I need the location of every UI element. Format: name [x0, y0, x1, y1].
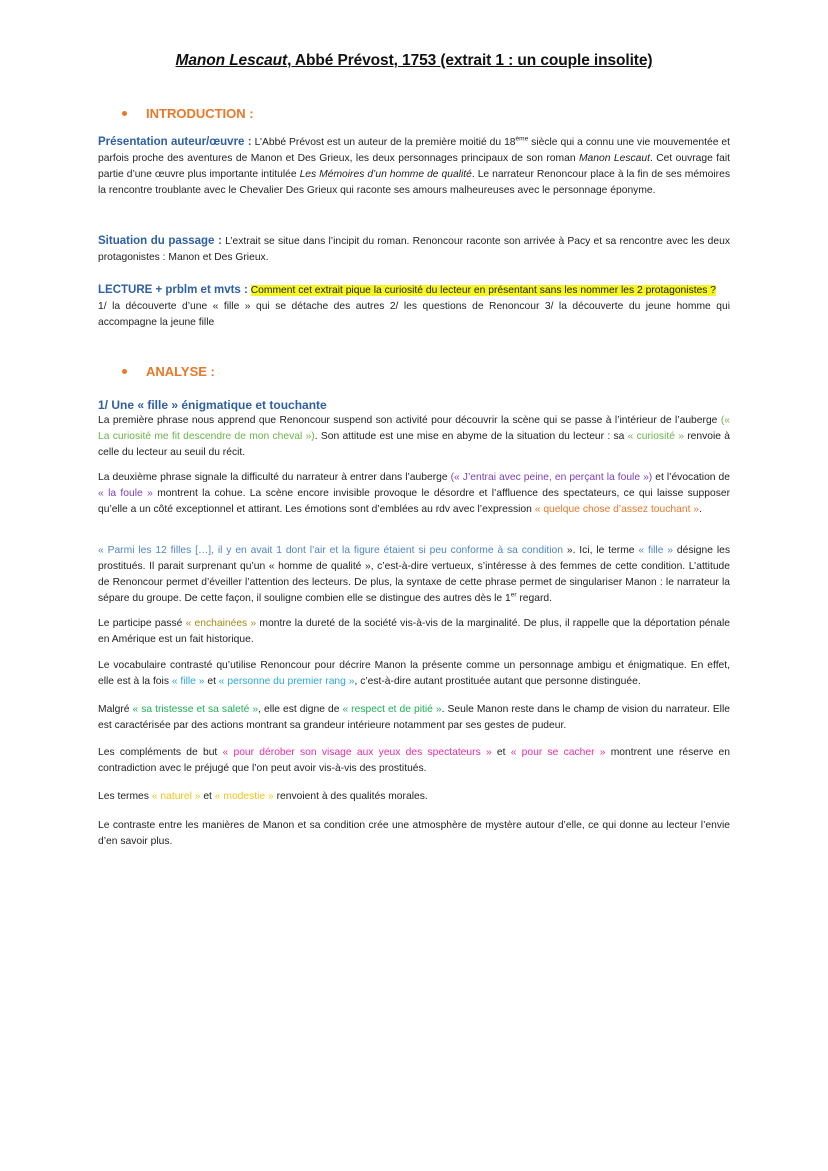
quote: « fille » [171, 676, 205, 687]
quote: « naturel » [151, 791, 201, 802]
introduction-heading [122, 106, 254, 121]
text: Le vocabulaire contrasté qu’utilise Renoncour pour décrire Manon la présente comme un personnage ambigu et énigmatique. En effet, elle est à la fois [98, 660, 730, 687]
bullet-icon [122, 111, 127, 116]
text: et [204, 676, 219, 687]
text: . Son attitude est une mise en abyme de la situation du lecteur : sa [314, 431, 628, 442]
lecture-label: LECTURE + prblm et mvts : [98, 284, 248, 296]
quote: « fille » [638, 545, 674, 556]
lecture-paragraph [98, 282, 730, 331]
analyse-heading-text: ANALYSE : [146, 364, 215, 379]
text: renvoie à celle du lecteur au seuil du récit. [98, 431, 730, 458]
situation-label: Situation du passage : [98, 235, 222, 247]
problematique-highlight: Comment cet extrait pique la curiosité du lecteur en présentant sans les nommer les 2 protagonistes ? [250, 285, 717, 296]
text: et l’évocation de [652, 472, 731, 483]
quote: « curiosité » [627, 431, 684, 442]
presentation-label: Présentation auteur/œuvre : [98, 136, 252, 148]
analyse-paragraph-1 [98, 413, 730, 461]
quote: « respect et de pitié » [342, 704, 442, 715]
text: La deuxième phrase signale la difficulté du narrateur à entrer dans l’auberge [98, 472, 451, 483]
title-rest: , Abbé Prévost, 1753 (extrait 1 : un couple insolite) [287, 52, 653, 69]
quote: « sa tristesse et sa saleté » [132, 704, 259, 715]
analyse-subheading: 1/ Une « fille » énigmatique et touchante [98, 398, 327, 412]
analyse-paragraph-9 [98, 818, 730, 850]
situation-paragraph [98, 233, 730, 266]
text: montrent la cohue. La scène encore invisible provoque le désordre et l’affluence des spectateurs, ce qui laisse supposer qu’elle a un côté exceptionnel et attirant. Les émotions sont d’emblées au rdv avec l’expression [98, 488, 731, 515]
text: La première phrase nous apprend que Renoncour suspend son activité pour découvrir la scène qui se passe à l’intérieur de l’auberge [98, 415, 721, 426]
quote: « pour se cacher » [510, 747, 606, 758]
work-title-italic: Manon Lescaut [578, 153, 650, 164]
analyse-paragraph-2 [98, 470, 730, 518]
text: désigne les prostitués. Il parait surprenant qu’un « homme de qualité », c’est-à-dire vertueux, s’intéresse à des femmes de cette condition. L’attitude de Renoncour permet d’éveiller l’attention des lecteurs. De plus, la syntaxe de cette phrase permet de singulariser Manon : le narrateur la sépare du groupe. De cette façon, il souligne combien elle se distingue des autres dès le 1 [98, 545, 730, 604]
quote: « quelque chose d’assez touchant » [534, 504, 700, 515]
quote: « personne du premier rang » [218, 676, 355, 687]
quote: « Parmi les 12 filles […], il y en avait 1 dont l’air et la figure étaient si peu conforme à sa condition [98, 545, 563, 556]
quote: « la foule » [98, 488, 153, 499]
superscript: er [510, 591, 517, 599]
text: Le participe passé [98, 618, 186, 629]
text: , elle est digne de [258, 704, 343, 715]
quote: « modestie » [214, 791, 274, 802]
text: ». Ici, le terme [563, 545, 639, 556]
analyse-paragraph-5 [98, 658, 730, 690]
quote: « enchainées » [185, 618, 257, 629]
text: . Seule Manon reste dans le champ de vision du narrateur. Elle est caractérisée par des actions montrant sa grandeur intérieure notamment par ses gestes de pudeur. [98, 704, 730, 731]
mouvements-text: 1/ la découverte d’une « fille » qui se détache des autres 2/ les questions de Renoncour 3/ la découverte du jeune homme qui accompagne la jeune fille [98, 301, 730, 328]
memoires-title-italic: Les Mémoires d’un homme de qualité [299, 169, 472, 180]
text: Les termes [98, 791, 152, 802]
text: , c’est-à-dire autant prostituée autant que personne distinguée. [354, 676, 641, 687]
text: Le contraste entre les manières de Manon et sa condition crée une atmosphère de mystère autour d’elle, ce qui donne au lecteur l’envie d’en savoir plus. [98, 820, 730, 847]
bullet-icon [122, 369, 127, 374]
presentation-paragraph [98, 134, 730, 199]
introduction-heading-text: INTRODUCTION : [146, 106, 254, 121]
analyse-paragraph-4 [98, 616, 730, 648]
analyse-paragraph-7 [98, 745, 730, 777]
analyse-heading [122, 364, 215, 379]
superscript: ème [515, 135, 529, 143]
analyse-paragraph-8 [98, 789, 730, 805]
text: montre la dureté de la société vis-à-vis de la marginalité. De plus, il rappelle que la déportation pénale en Amérique est un fait historique. [98, 618, 730, 645]
quote: (« J’entrai avec peine, en perçant la foule ») [450, 472, 653, 483]
text: L’extrait se situe dans l’incipit du roman. Renoncour raconte son arrivée à Pacy et sa rencontre avec les deux protagonistes : Manon et Des Grieux. [98, 236, 730, 263]
quote: « pour dérober son visage aux yeux des spectateurs » [222, 747, 492, 758]
analyse-paragraph-6 [98, 702, 730, 734]
analyse-paragraph-3 [98, 543, 730, 607]
quote: (« La curiosité me fit descendre de mon cheval ») [98, 415, 730, 442]
text: et [491, 747, 511, 758]
text: . Cet ouvrage fait partie d’une œuvre plus importante intitulée [98, 153, 730, 180]
text: regard. [516, 593, 552, 604]
text: siècle qui a connu une vie mouvementée et parfois proche des aventures de Manon et Des Grieux, les deux personnages principaux de son roman [98, 137, 730, 164]
text: . [699, 504, 702, 515]
document-title [98, 52, 730, 70]
text: renvoient à des qualités morales. [273, 791, 428, 802]
text: montrent une réserve en contradiction avec le préjugé que l’on peut avoir vis-à-vis des prostitués. [98, 747, 730, 774]
text: . Le narrateur Renoncour place à la fin de ses mémoires la rencontre troublante avec le Chevalier Des Grieux qui raconte ses amours malheureuses avec le personnage éponyme. [98, 169, 730, 196]
text: Les compléments de but [98, 747, 223, 758]
text: et [200, 791, 215, 802]
title-work: Manon Lescaut [175, 52, 288, 69]
text: L’Abbé Prévost est un auteur de la première moitié du 18 [251, 137, 516, 148]
text: Malgré [98, 704, 133, 715]
